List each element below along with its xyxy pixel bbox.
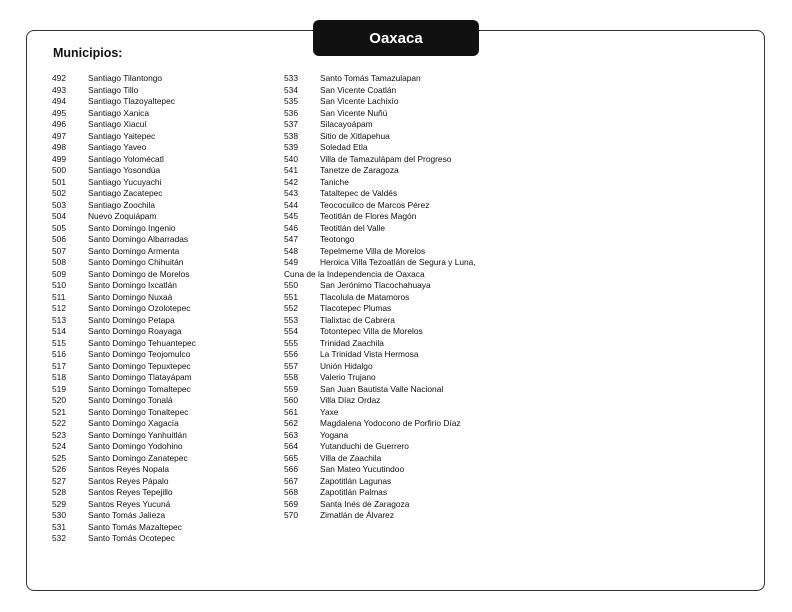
list-item <box>52 303 196 315</box>
municipio-number: 545 <box>284 211 298 221</box>
municipio-number: 533 <box>284 73 298 83</box>
municipio-name: Teotongo <box>320 234 355 244</box>
municipio-name: Santo Domingo Albarradas <box>88 234 189 244</box>
list-item <box>284 418 476 430</box>
municipio-name: Teotitlán de Flores Magón <box>320 211 417 221</box>
municipio-number: 559 <box>284 383 298 394</box>
page-title: Oaxaca <box>313 20 479 56</box>
list-item <box>52 326 196 338</box>
municipio-name: San Vicente Lachixío <box>320 96 399 106</box>
municipio-number: 553 <box>284 314 298 325</box>
municipio-name: Santo Domingo Ixcatlán <box>88 280 177 290</box>
list-item <box>284 326 476 338</box>
list-item <box>284 372 476 384</box>
municipio-name: Trinidad Zaachila <box>320 337 384 348</box>
list-item <box>284 234 476 246</box>
municipio-name: Yaxe <box>320 406 339 417</box>
municipio-number: 520 <box>52 395 66 405</box>
list-item <box>52 188 196 200</box>
municipio-name: Santo Domingo Tepuxtepec <box>88 360 191 371</box>
municipio-name: Santo Domingo Tlatayápam <box>88 372 192 382</box>
list-item <box>284 292 476 304</box>
municipio-name: Santiago Yolomécatl <box>88 153 164 164</box>
municipio-name: Villa Díaz Ordaz <box>320 395 381 405</box>
municipio-name: Santo Tomás Mazaltepec <box>88 521 182 532</box>
list-item <box>52 142 196 154</box>
list-item <box>52 372 196 384</box>
municipio-name: Santo Domingo Chihuitán <box>88 257 184 267</box>
municipio-number: 566 <box>284 464 298 474</box>
list-item <box>284 453 476 465</box>
municipio-name: Santo Domingo Yanhuitlán <box>88 429 187 440</box>
municipio-number: 519 <box>52 383 66 394</box>
list-item <box>284 361 476 373</box>
municipio-number: 569 <box>284 498 298 509</box>
municipio-name: Santo Domingo Roayaga <box>88 326 182 336</box>
municipio-name: Tlacotepec Plumas <box>320 303 392 313</box>
list-item <box>284 119 476 131</box>
municipio-number: 562 <box>284 418 298 428</box>
list-item <box>52 315 196 327</box>
municipio-number: 554 <box>284 326 298 336</box>
municipio-number: 564 <box>284 441 298 451</box>
municipio-number: 547 <box>284 234 298 244</box>
municipio-name: Santiago Yaitepec <box>88 130 156 141</box>
municipio-number: 563 <box>284 429 298 440</box>
list-item <box>52 280 196 292</box>
municipio-name: Tanetze de Zaragoza <box>320 165 399 175</box>
list-item <box>52 453 196 465</box>
municipio-number: 546 <box>284 222 298 233</box>
municipio-name: San Mateo Yucutindoo <box>320 464 405 474</box>
list-item <box>52 292 196 304</box>
municipio-number: 501 <box>52 176 66 187</box>
municipio-name: Villa de Tamazulápam del Progreso <box>320 153 452 164</box>
list-item <box>52 108 196 120</box>
municipio-number: 516 <box>52 349 66 359</box>
municipio-number: 498 <box>52 142 66 152</box>
municipio-name: Santa Inés de Zaragoza <box>320 498 410 509</box>
municipio-name: Santos Reyes Tepejillo <box>88 487 173 497</box>
list-item <box>284 73 476 85</box>
municipio-number: 539 <box>284 142 298 152</box>
municipio-name: Santos Reyes Yucuná <box>88 498 171 509</box>
list-item <box>284 257 476 269</box>
municipio-number: 511 <box>52 291 66 302</box>
municipio-name: Nuevo Zoquiápam <box>88 211 157 221</box>
municipio-number: 492 <box>52 73 66 83</box>
municipio-name: Zapotitlán Lagunas <box>320 475 392 486</box>
municipio-number: 522 <box>52 418 66 428</box>
municipio-number: 570 <box>284 510 298 520</box>
municipio-name: San Juan Bautista Valle Nacional <box>320 383 444 394</box>
municipio-number: 525 <box>52 452 66 463</box>
municipio-name: Tataltepec de Valdés <box>320 188 398 198</box>
municipio-name: Tepelmeme Villa de Morelos <box>320 245 426 256</box>
municipio-number: 568 <box>284 487 298 497</box>
list-item <box>52 476 196 488</box>
list-item <box>52 211 196 223</box>
list-item <box>52 418 196 430</box>
list-item <box>52 85 196 97</box>
municipio-name: San Vicente Nuñú <box>320 107 388 118</box>
municipio-number: 493 <box>52 84 66 95</box>
municipio-number: 521 <box>52 406 66 417</box>
municipio-name: Santiago Tillo <box>88 84 139 95</box>
municipio-number: 529 <box>52 498 66 509</box>
list-item <box>284 269 476 281</box>
municipio-name: San Jerónimo Tlacochahuaya <box>320 280 431 290</box>
municipio-name: Zapotitlán Palmas <box>320 487 388 497</box>
list-item <box>284 177 476 189</box>
municipio-name: Tlalixtac de Cabrera <box>320 314 395 325</box>
municipio-number: 506 <box>52 234 66 244</box>
municipio-number: 497 <box>52 130 66 141</box>
municipio-name: Santiago Yucuyachi <box>88 176 162 187</box>
municipio-name: Teotitlán del Valle <box>320 222 386 233</box>
municipio-number: 524 <box>52 441 66 451</box>
list-item <box>52 407 196 419</box>
municipio-number: 531 <box>52 521 66 532</box>
list-item <box>52 246 196 258</box>
municipio-number: 495 <box>52 107 66 118</box>
municipio-name: Santos Reyes Nopala <box>88 464 170 474</box>
municipio-number: 558 <box>284 372 298 382</box>
list-item <box>52 119 196 131</box>
municipio-number: 517 <box>52 360 66 371</box>
municipio-name: San Vicente Coatlán <box>320 84 397 95</box>
municipio-name: Santiago Tilantongo <box>88 73 163 83</box>
municipio-number: 512 <box>52 303 66 313</box>
list-item <box>52 96 196 108</box>
municipio-number: 535 <box>284 96 298 106</box>
list-item <box>284 487 476 499</box>
list-item <box>284 499 476 511</box>
municipio-number: 508 <box>52 257 66 267</box>
municipio-name: Santo Domingo Ozolotepec <box>88 303 191 313</box>
municipio-number: 565 <box>284 452 298 463</box>
list-item <box>52 510 196 522</box>
list-item <box>284 349 476 361</box>
list-item <box>52 338 196 350</box>
municipio-name: Unión Hidalgo <box>320 360 373 371</box>
municipio-number: 541 <box>284 165 298 175</box>
list-item <box>284 464 476 476</box>
municipio-number: 536 <box>284 107 298 118</box>
list-item <box>52 349 196 361</box>
municipio-name: Santo Domingo Armenta <box>88 245 180 256</box>
list-item <box>52 395 196 407</box>
municipio-number: 504 <box>52 211 66 221</box>
list-item <box>284 395 476 407</box>
municipio-number: 523 <box>52 429 66 440</box>
list-item <box>284 85 476 97</box>
list-item <box>52 441 196 453</box>
municipio-name: Tlacolula de Matamoros <box>320 291 410 302</box>
list-item <box>284 165 476 177</box>
list-item <box>52 257 196 269</box>
municipio-name: Santo Tomás Jalieza <box>88 510 166 520</box>
municipio-number: 518 <box>52 372 66 382</box>
municipio-name: Cuna de la Independencia de Oaxaca <box>284 268 425 279</box>
municipio-name: Santo Domingo Nuxaá <box>88 291 173 302</box>
list-item <box>52 269 196 281</box>
municipio-number: 557 <box>284 360 298 371</box>
municipio-name: Zimatlán de Álvarez <box>320 510 395 520</box>
list-item <box>284 108 476 120</box>
municipio-name: Santos Reyes Pápalo <box>88 475 169 486</box>
municipio-number: 555 <box>284 337 298 348</box>
municipio-number: 551 <box>284 291 298 302</box>
section-label: Municipios: <box>53 46 123 60</box>
municipio-number: 548 <box>284 245 298 256</box>
municipio-number: 507 <box>52 245 66 256</box>
list-item <box>52 384 196 396</box>
municipio-number: 552 <box>284 303 298 313</box>
municipio-number: 510 <box>52 280 66 290</box>
municipio-number: 567 <box>284 475 298 486</box>
list-item <box>52 154 196 166</box>
municipios-list-left <box>52 73 196 545</box>
list-item <box>52 234 196 246</box>
municipio-name: Santiago Yaveo <box>88 142 147 152</box>
municipio-name: Santo Domingo Ingenio <box>88 222 176 233</box>
municipio-number: 513 <box>52 314 66 325</box>
municipio-name: Heroica Villa Tezoatlán de Segura y Luna, <box>320 257 476 267</box>
municipio-name: Santiago Zacatepec <box>88 188 163 198</box>
list-item <box>52 165 196 177</box>
list-item <box>52 73 196 85</box>
list-item <box>284 154 476 166</box>
municipio-name: Villa de Zaachila <box>320 452 382 463</box>
municipio-number: 499 <box>52 153 66 164</box>
municipio-number: 503 <box>52 199 66 210</box>
municipio-name: Santo Domingo Xagacía <box>88 418 179 428</box>
list-item <box>284 384 476 396</box>
municipio-number: 544 <box>284 199 298 210</box>
municipio-name: Totontepec Villa de Morelos <box>320 326 423 336</box>
list-item <box>284 315 476 327</box>
municipio-number: 515 <box>52 337 66 348</box>
municipio-number: 540 <box>284 153 298 164</box>
list-item <box>284 407 476 419</box>
list-item <box>52 361 196 373</box>
municipio-name: Magdalena Yodocono de Porfirio Díaz <box>320 418 461 428</box>
list-item <box>52 533 196 545</box>
municipio-number: 561 <box>284 406 298 417</box>
list-item <box>284 142 476 154</box>
list-item <box>284 131 476 143</box>
list-item <box>284 96 476 108</box>
municipio-name: Santiago Xanica <box>88 107 149 118</box>
municipio-number: 502 <box>52 188 66 198</box>
municipio-number: 549 <box>284 257 298 267</box>
municipio-number: 532 <box>52 533 66 543</box>
municipio-name: Santiago Zoochila <box>88 199 156 210</box>
municipio-number: 550 <box>284 280 298 290</box>
municipio-name: Santo Domingo Tonaltepec <box>88 406 189 417</box>
list-item <box>52 200 196 212</box>
municipio-name: Santo Domingo de Morelos <box>88 268 190 279</box>
municipio-name: Teococuilco de Marcos Pérez <box>320 199 430 210</box>
list-item <box>284 200 476 212</box>
list-item <box>52 487 196 499</box>
list-item <box>284 188 476 200</box>
municipio-name: Santiago Yosondúa <box>88 165 161 175</box>
municipio-name: Santo Domingo Petapa <box>88 314 175 325</box>
municipio-name: Santo Domingo Tonalá <box>88 395 173 405</box>
municipio-number: 494 <box>52 96 66 106</box>
list-item <box>284 476 476 488</box>
municipio-number: 537 <box>284 119 298 129</box>
municipio-number: 534 <box>284 84 298 95</box>
list-item <box>52 499 196 511</box>
municipio-name: Taniche <box>320 176 349 187</box>
list-item <box>52 177 196 189</box>
municipio-name: Santo Domingo Zanatepec <box>88 452 188 463</box>
municipio-number: 538 <box>284 130 298 141</box>
municipio-number: 528 <box>52 487 66 497</box>
municipio-name: Santo Tomás Tamazulapan <box>320 73 421 83</box>
municipio-name: Sitio de Xitlapehua <box>320 130 390 141</box>
list-item <box>52 464 196 476</box>
municipio-number: 556 <box>284 349 298 359</box>
municipio-number: 527 <box>52 475 66 486</box>
municipio-name: Yogana <box>320 429 349 440</box>
list-item <box>284 338 476 350</box>
municipio-number: 542 <box>284 176 298 187</box>
municipio-number: 526 <box>52 464 66 474</box>
municipio-number: 500 <box>52 165 66 175</box>
municipio-number: 496 <box>52 119 66 129</box>
municipio-number: 530 <box>52 510 66 520</box>
municipio-number: 509 <box>52 268 66 279</box>
municipio-number: 514 <box>52 326 66 336</box>
municipio-name: Silacayoápam <box>320 119 373 129</box>
list-item <box>284 211 476 223</box>
municipio-number: 505 <box>52 222 66 233</box>
municipio-number: 560 <box>284 395 298 405</box>
list-item <box>284 246 476 258</box>
municipio-name: Santiago Xiacuí <box>88 119 147 129</box>
municipio-number: 543 <box>284 188 298 198</box>
list-item <box>284 430 476 442</box>
municipio-name: Santo Domingo Tomaltepec <box>88 383 191 394</box>
municipios-list-right <box>284 73 476 522</box>
list-item <box>284 223 476 235</box>
municipio-name: Valerio Trujano <box>320 372 376 382</box>
list-item <box>284 510 476 522</box>
municipio-name: Santo Tomás Ocotepec <box>88 533 175 543</box>
list-item <box>52 522 196 534</box>
municipio-name: Santo Domingo Teojomulco <box>88 349 191 359</box>
list-item <box>284 303 476 315</box>
list-item <box>52 430 196 442</box>
municipio-name: Santiago Tlazoyaltepec <box>88 96 175 106</box>
municipio-name: Soledad Etla <box>320 142 368 152</box>
municipio-name: Yutanduchi de Guerrero <box>320 441 409 451</box>
municipio-name: Santo Domingo Yodohino <box>88 441 183 451</box>
list-item <box>284 441 476 453</box>
municipio-name: La Trinidad Vista Hermosa <box>320 349 419 359</box>
list-item <box>284 280 476 292</box>
list-item <box>52 223 196 235</box>
municipio-name: Santo Domingo Tehuantepec <box>88 337 196 348</box>
list-item <box>52 131 196 143</box>
